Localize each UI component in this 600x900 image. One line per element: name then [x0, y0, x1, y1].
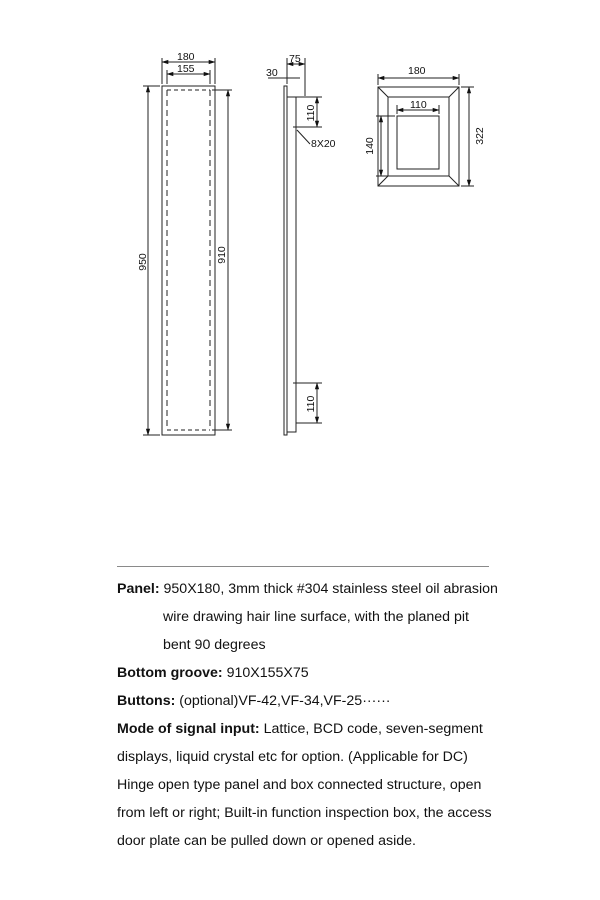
- inner-height-label: 910: [216, 246, 228, 264]
- box-inner-width-label: 110: [410, 99, 427, 111]
- panel-spec: [117, 575, 547, 603]
- groove-text: 910X155X75: [222, 665, 309, 681]
- panel-label: Panel:: [117, 581, 160, 597]
- box-width-label: 180: [408, 65, 426, 77]
- buttons-spec: [117, 687, 547, 715]
- box-window: [397, 116, 439, 169]
- section-divider: [117, 566, 489, 567]
- offset-label: 30: [266, 67, 278, 79]
- slot-leader: [297, 130, 310, 144]
- height-label: 950: [137, 253, 149, 271]
- box-height-label: 322: [474, 127, 486, 145]
- buttons-text: (optional)VF-42,VF-34,VF-25······: [175, 693, 391, 709]
- side-groove-body: [287, 97, 296, 432]
- box-view: [376, 74, 474, 186]
- buttons-label: Buttons:: [117, 693, 176, 709]
- panel-text-3: bent 90 degrees: [163, 637, 266, 653]
- signal-spec: [117, 715, 547, 743]
- inner-width-label: 155: [177, 63, 195, 75]
- spec-line-d: door plate can be pulled down or opened aside.: [117, 833, 416, 849]
- panel-text-1: 950X180, 3mm thick #304 stainless steel oil abrasion: [159, 581, 498, 597]
- signal-text: Lattice, BCD code, seven-segment: [259, 721, 483, 737]
- panel-text-2: wire drawing hair line surface, with the planed pit: [163, 609, 469, 625]
- spec-text: [117, 575, 547, 855]
- outer-width-label: 180: [177, 51, 195, 63]
- panel-outline: [162, 86, 215, 435]
- spec-line-b: Hinge open type panel and box connected structure, open: [117, 777, 482, 793]
- signal-label: Mode of signal input:: [117, 721, 260, 737]
- box-inner-height-label: 140: [364, 137, 376, 155]
- spec-line-c: from left or right; Built-in function inspection box, the access: [117, 805, 492, 821]
- spec-line-a: displays, liquid crystal etc for option. (Applicable for DC): [117, 749, 468, 765]
- groove-spec: [117, 659, 547, 687]
- bottom-gap-label: 110: [305, 395, 317, 413]
- groove-label: Bottom groove:: [117, 665, 223, 681]
- slot-label: 8X20: [311, 138, 336, 150]
- top-gap-label: 110: [305, 104, 317, 122]
- depth-label: 75: [289, 53, 301, 65]
